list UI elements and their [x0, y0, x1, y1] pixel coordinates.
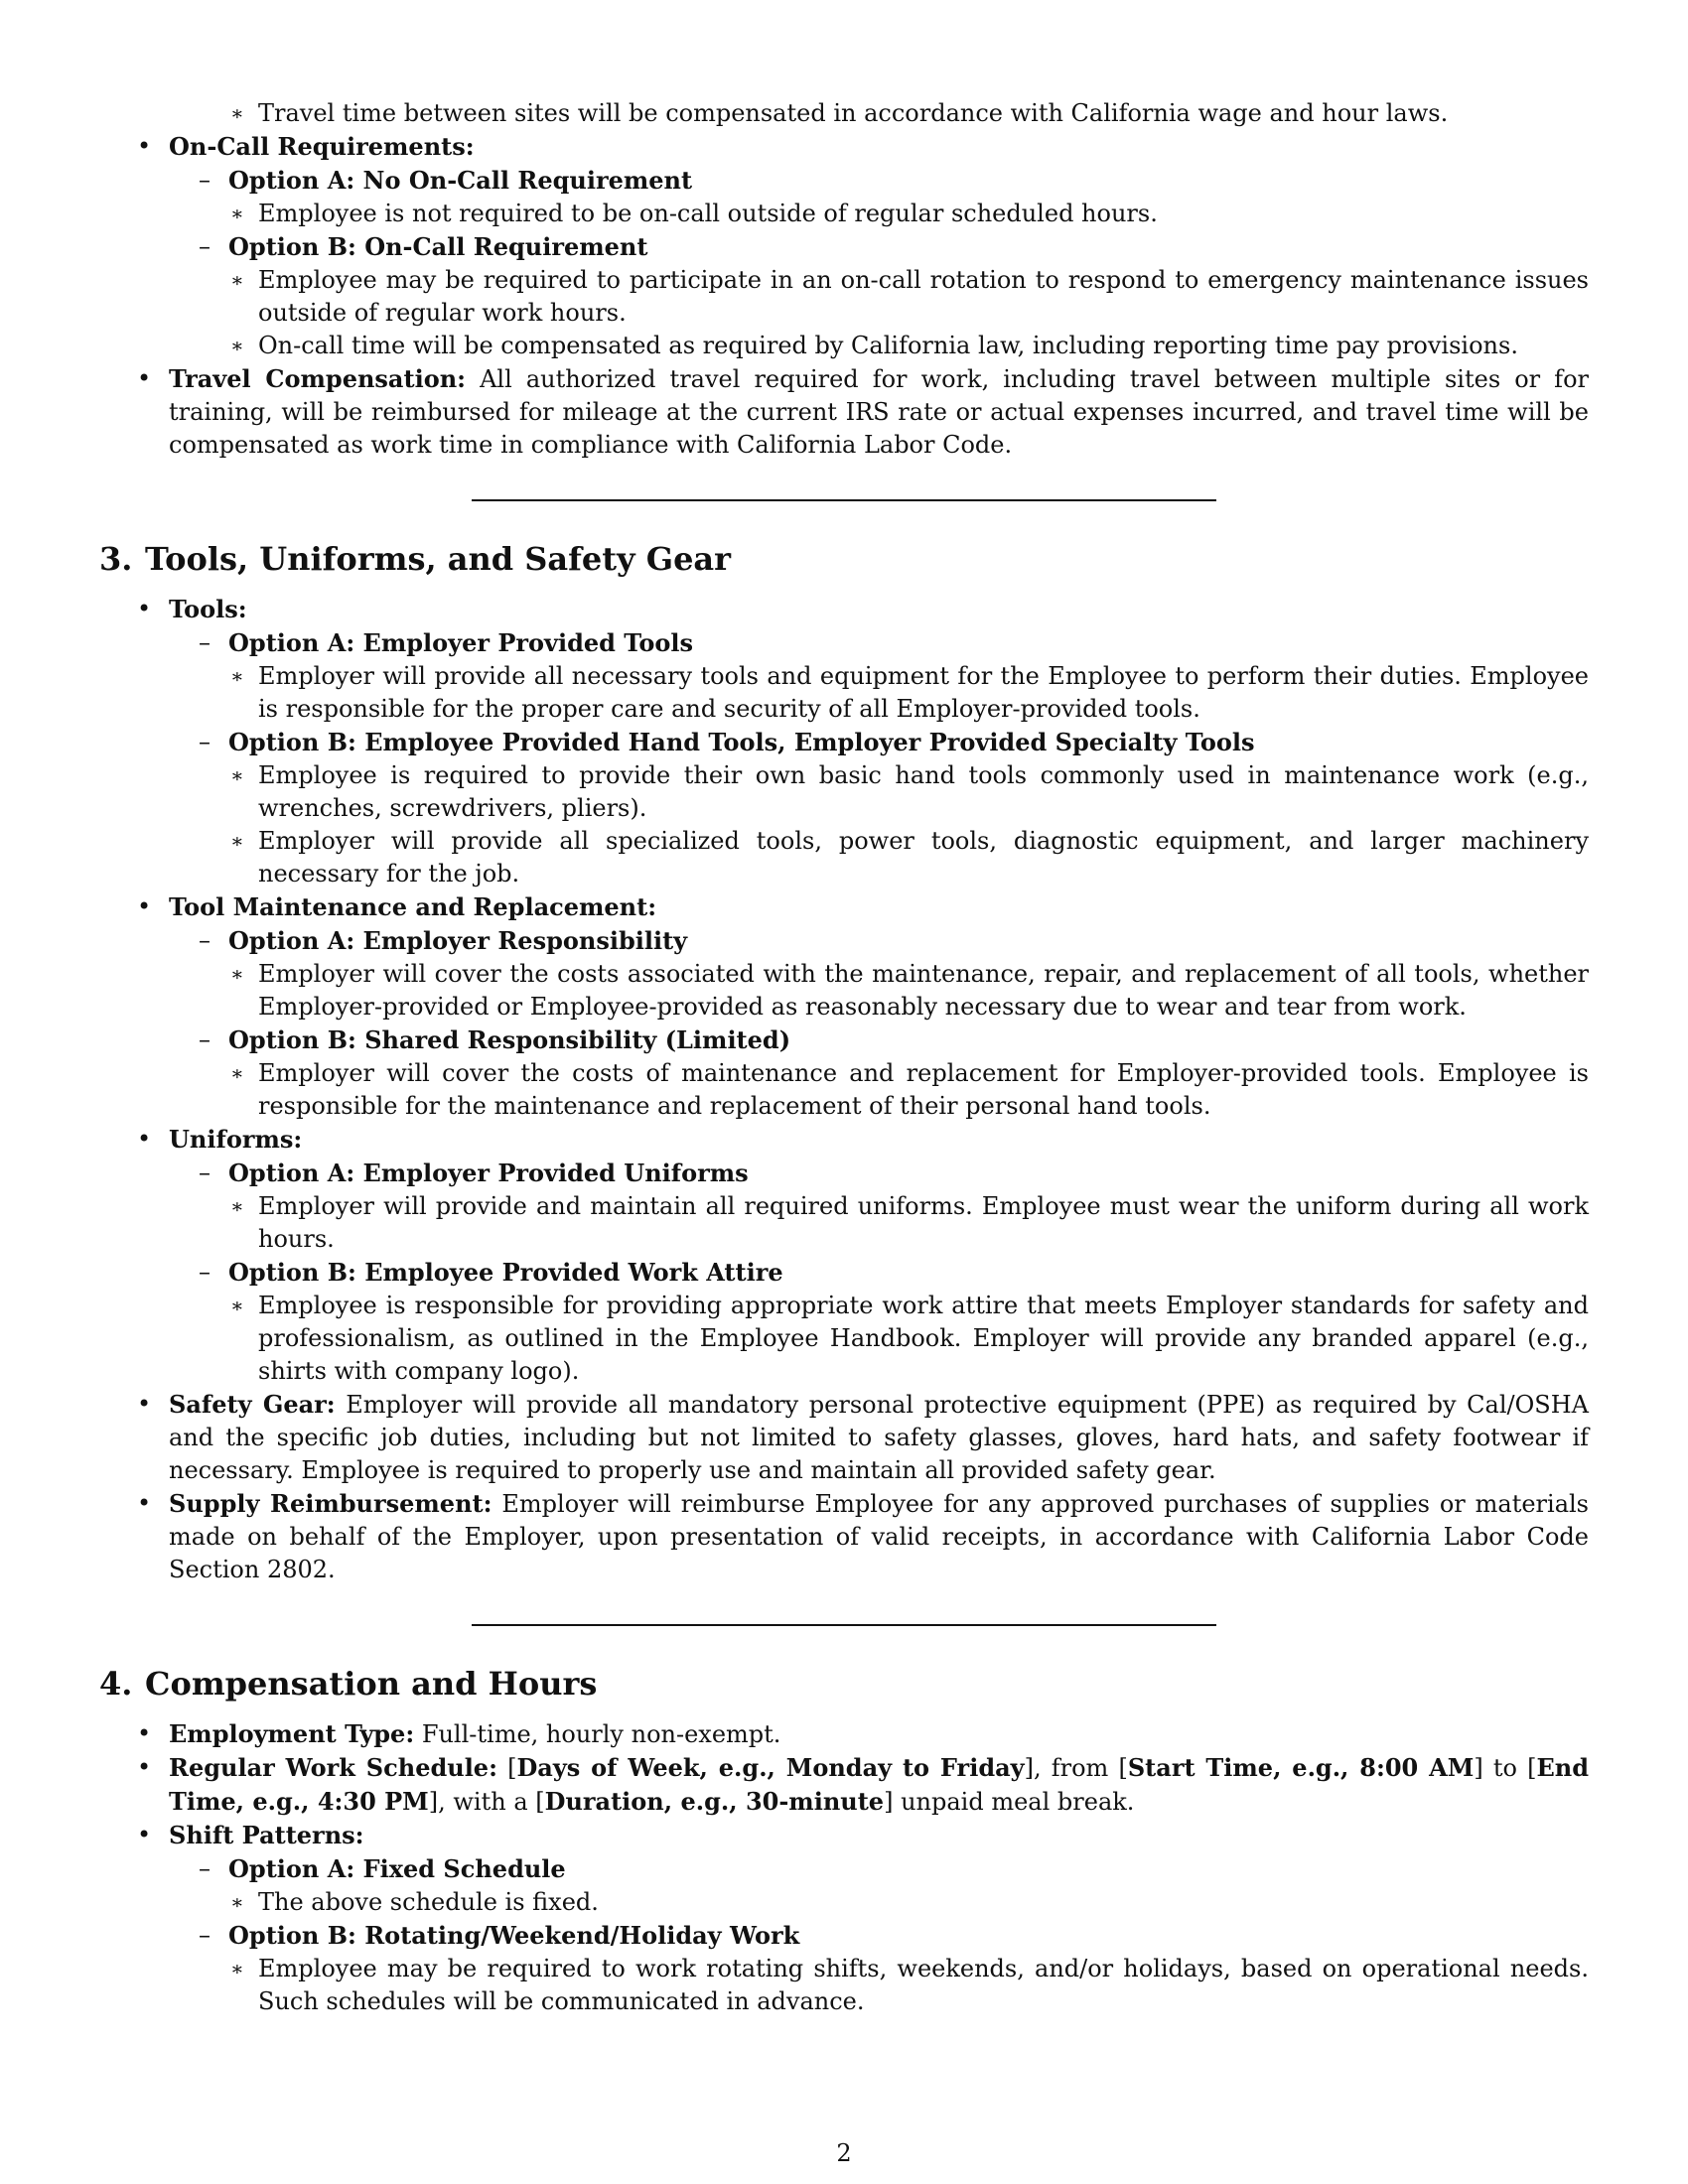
shift-option-a-title: Option A: Fixed Schedule — [228, 1854, 566, 1883]
shift-option-b — [169, 1919, 1589, 2018]
travel-compensation-item — [99, 362, 1589, 462]
supply-reimbursement-item — [99, 1487, 1589, 1586]
maintenance-option-a-item: ∗ Employer will cover the costs associated with the maintenance, repair, and replacement of all tools, whether Employer-provided or Employee-provided as reasonably necessary due to wear and tear from work. — [228, 958, 1589, 1024]
section2-list — [99, 130, 1589, 462]
supply-reimbursement-label: Supply Reimbursement: — [169, 1489, 492, 1518]
schedule-start: Start Time, e.g., 8:00 AM — [1127, 1753, 1475, 1782]
employment-type-label: Employment Type: — [169, 1719, 415, 1748]
section4-number: 4. — [99, 1665, 133, 1703]
maintenance-option-a — [169, 924, 1589, 1024]
shift-patterns-item — [99, 1819, 1589, 2018]
safety-gear-item — [99, 1388, 1589, 1487]
on-call-option-b — [169, 230, 1589, 362]
safety-gear-text: Employer will provide all mandatory personal protective equipment (PPE) as required by Cal/OSHA and the specific job duties, including but not limited to safety glasses, gloves, hard hats, and safety footwear if necessary. Employee is required to properly use and maintain all provided safety gear. — [169, 1391, 1589, 1484]
on-call-option-a — [169, 164, 1589, 230]
uniforms-option-b — [169, 1256, 1589, 1388]
shift-patterns-label: Shift Patterns: — [169, 1821, 364, 1849]
schedule-to: to — [1492, 1754, 1517, 1782]
travel-time-note: ∗ Travel time between sites will be compensated in accordance with California wage and hour laws. — [228, 97, 1589, 130]
shift-option-b-title: Option B: Rotating/Weekend/Holiday Work — [228, 1921, 800, 1950]
tools-item — [99, 593, 1589, 890]
on-call-item — [99, 130, 1589, 362]
tools-option-b-item: ∗ Employer will provide all specialized tools, power tools, diagnostic equipment, and larger machinery necessary for the job. — [228, 825, 1589, 890]
shift-option-a-item: ∗ The above schedule is fixed. — [228, 1886, 1589, 1919]
tool-maintenance-label: Tool Maintenance and Replacement: — [169, 892, 657, 921]
section3-list — [99, 593, 1589, 1586]
shift-option-b-item: ∗ Employee may be required to work rotating shifts, weekends, and/or holidays, based on operational needs. Such schedules will be communicated in advance. — [228, 1953, 1589, 2018]
uniforms-option-a-title: Option A: Employer Provided Uniforms — [228, 1159, 749, 1187]
tools-option-b — [169, 726, 1589, 890]
tools-option-a-title: Option A: Employer Provided Tools — [228, 628, 694, 657]
section3-number: 3. — [99, 540, 133, 578]
section4-heading — [99, 1664, 1589, 1704]
section3-title: Tools, Uniforms, and Safety Gear — [145, 540, 732, 578]
tools-option-b-item: ∗ Employee is required to provide their own basic hand tools commonly used in maintenance work (e.g., wrenches, screwdrivers, pliers). — [228, 759, 1589, 825]
schedule-from: from — [1051, 1754, 1109, 1782]
uniforms-item — [99, 1123, 1589, 1388]
maintenance-option-b-title: Option B: Shared Responsibility (Limited) — [228, 1025, 791, 1054]
on-call-label: On-Call Requirements: — [169, 132, 475, 161]
schedule-with: with a — [453, 1788, 528, 1816]
shift-option-a — [169, 1852, 1589, 1919]
work-schedule-label: Regular Work Schedule: — [169, 1753, 497, 1782]
tools-option-b-title: Option B: Employee Provided Hand Tools, Employer Provided Specialty Tools — [228, 728, 1255, 756]
on-call-option-a-item: ∗ Employee is not required to be on-call outside of regular scheduled hours. — [228, 198, 1589, 230]
section3-heading — [99, 539, 1589, 579]
travel-compensation-text: All authorized travel required for work, including travel between multiple sites or for training, will be reimbursed for mileage at the current IRS rate or actual expenses incurred, and travel time will be compensated as work time in compliance with California Labor Code. — [169, 365, 1589, 459]
uniforms-option-b-title: Option B: Employee Provided Work Attire — [228, 1258, 783, 1287]
on-call-option-a-title: Option A: No On-Call Requirement — [228, 166, 693, 195]
document-page — [99, 97, 1589, 2018]
tools-option-a-item: ∗ Employer will provide all necessary tools and equipment for the Employee to perform their duties. Employee is responsible for the proper care and security of all Employer-provided tools. — [228, 660, 1589, 726]
uniforms-option-a — [169, 1157, 1589, 1256]
uniforms-label: Uniforms: — [169, 1125, 303, 1154]
travel-compensation-label: Travel Compensation: — [169, 364, 467, 393]
on-call-option-b-title: Option B: On-Call Requirement — [228, 232, 648, 261]
section4-title: Compensation and Hours — [145, 1665, 598, 1703]
continued-list — [99, 97, 1589, 130]
maintenance-option-b-item: ∗ Employer will cover the costs of maintenance and replacement for Employer-provided tools. Employee is responsible for the maintenance and replacement of their personal hand tools. — [228, 1057, 1589, 1123]
tools-label: Tools: — [169, 595, 247, 623]
schedule-tail: unpaid meal break. — [901, 1788, 1135, 1816]
section4-list — [99, 1717, 1589, 2018]
employment-type-item — [99, 1717, 1589, 1751]
uniforms-option-a-item: ∗ Employer will provide and maintain all required uniforms. Employee must wear the uniform during all work hours. — [228, 1190, 1589, 1256]
on-call-option-b-item: ∗ Employee may be required to participate in an on-call rotation to respond to emergency maintenance issues outside of regular work hours. — [228, 264, 1589, 330]
supply-reimbursement-text: Employer will reimburse Employee for any approved purchases of supplies or materials made on behalf of the Employer, upon presentation of valid receipts, in accordance with California Labor Code Section 2802. — [169, 1490, 1590, 1583]
safety-gear-label: Safety Gear: — [169, 1390, 336, 1419]
employment-type-text: Full-time, hourly non-exempt. — [421, 1720, 781, 1748]
maintenance-option-a-title: Option A: Employer Responsibility — [228, 926, 688, 955]
schedule-end: End Time, e.g., 4:30 PM — [169, 1753, 1590, 1816]
page-number: 2 — [836, 2139, 852, 2167]
work-schedule-item: • Regular Work Schedule: [Days of Week, e.g., Monday to Friday], from [Start Time, e.g., 8:00 AM] to [End Time, e.g., 4:30 PM], with a [Duration, e.g., 30-minute] unpaid meal break. — [99, 1751, 1589, 1819]
section-divider — [472, 1624, 1216, 1626]
uniforms-option-b-item: ∗ Employee is responsible for providing appropriate work attire that meets Employer standards for safety and professionalism, as outlined in the Employee Handbook. Employer will provide any branded apparel (e.g., shirts with company logo). — [228, 1290, 1589, 1388]
schedule-days: Days of Week, e.g., Monday to Friday — [516, 1753, 1025, 1782]
schedule-duration: Duration, e.g., 30-minute — [544, 1787, 885, 1816]
maintenance-option-b — [169, 1024, 1589, 1123]
on-call-option-b-item: ∗ On-call time will be compensated as required by California law, including reporting time pay provisions. — [228, 330, 1589, 362]
section-divider — [472, 499, 1216, 501]
tools-option-a — [169, 626, 1589, 726]
tool-maintenance-item — [99, 890, 1589, 1123]
